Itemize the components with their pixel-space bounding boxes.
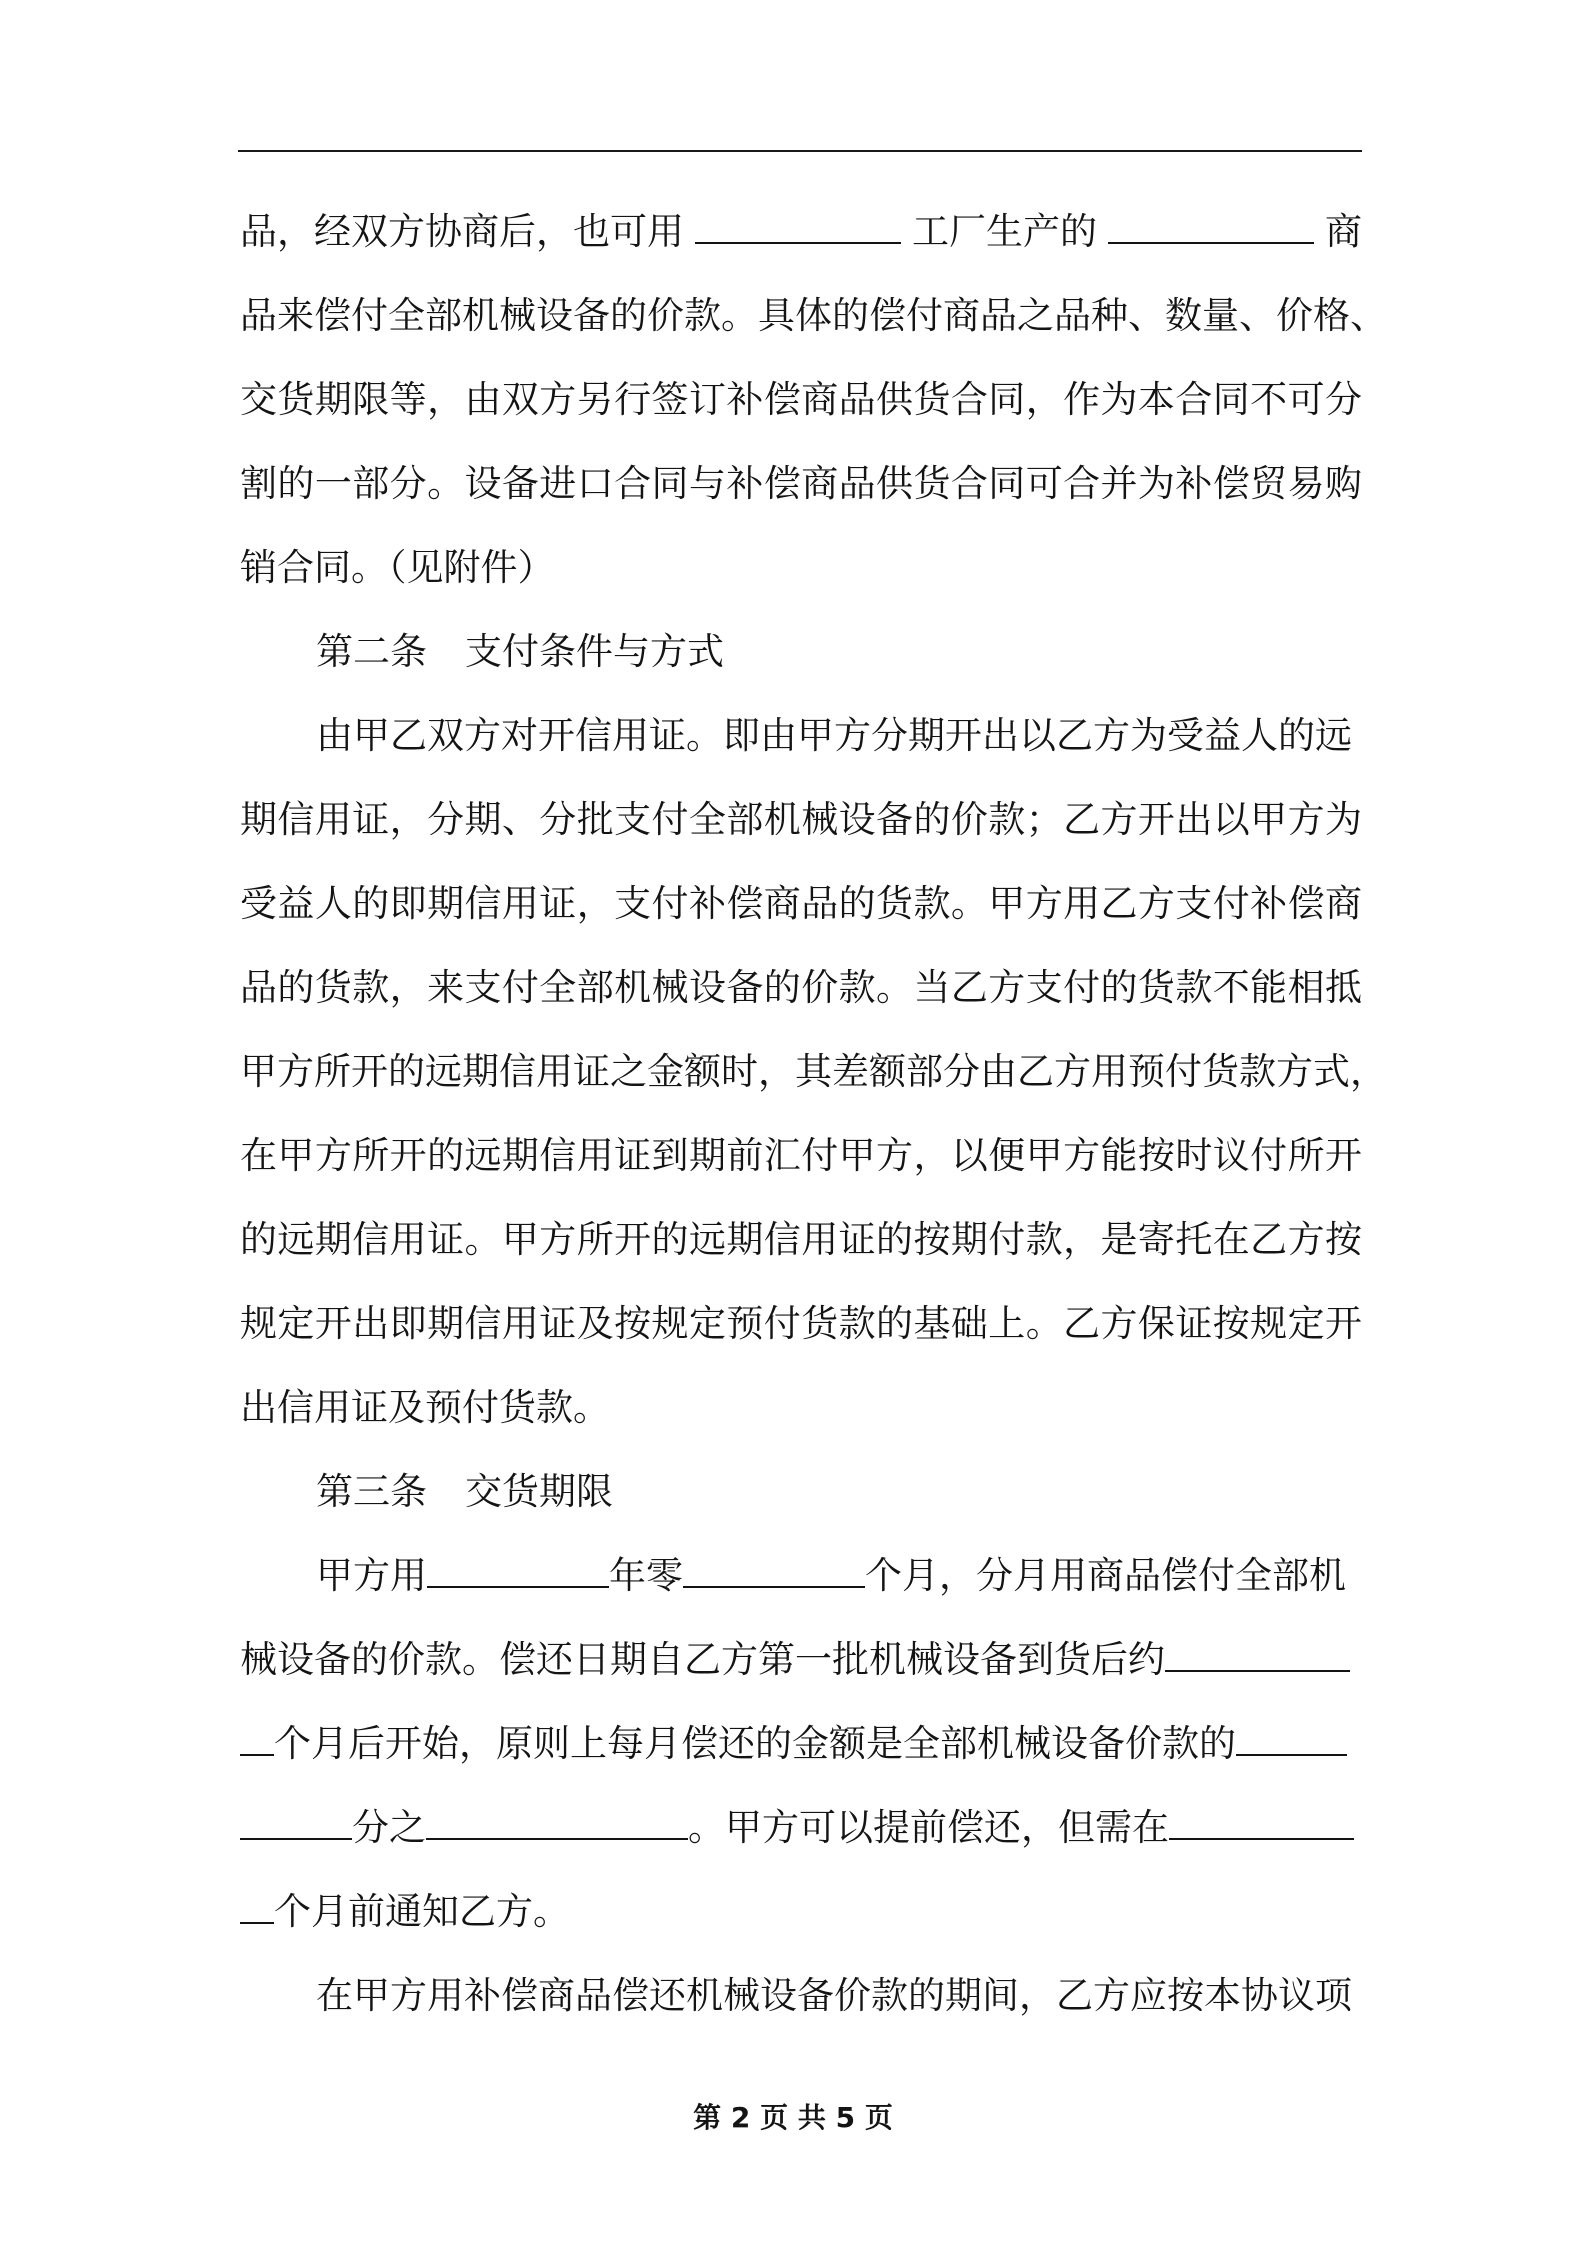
- text-segment: 个月前通知乙方。: [274, 1890, 570, 1933]
- text-segment: 割的一部分。设备进口合同与补偿商品供货合同可合并为补偿贸易购: [240, 462, 1363, 505]
- text-segment: 出信用证及预付货款。: [240, 1386, 610, 1429]
- paragraph-line: [240, 190, 1362, 274]
- paragraph-line: [240, 1030, 1387, 1114]
- text-segment: 分之: [352, 1806, 426, 1849]
- text-segment: 。甲方可以提前偿还，但需在: [688, 1806, 1169, 1849]
- text-segment: 由甲乙双方对开信用证。即由甲方分期开出以乙方为受益人的远: [316, 714, 1352, 757]
- text-segment: 在甲方用补偿商品偿还机械设备价款的期间，乙方应按本协议项: [316, 1974, 1352, 2017]
- fill-in-blank[interactable]: [240, 1804, 352, 1840]
- article-number: 第二条: [316, 630, 427, 673]
- paragraph-line: [240, 778, 1362, 862]
- text-segment: 规定开出即期信用证及按规定预付货款的基础上。乙方保证按规定开: [240, 1302, 1363, 1345]
- page-number-footer: 第 2 页 共 5 页: [693, 2101, 893, 2134]
- paragraph-line: [240, 1114, 1362, 1198]
- text-segment: 品，经双方协商后，也可用: [240, 210, 684, 253]
- fill-in-blank[interactable]: [1165, 1636, 1350, 1672]
- text-segment: 在甲方所开的远期信用证到期前汇付甲方，以便甲方能按时议付所开: [240, 1134, 1363, 1177]
- text-segment: 期信用证，分期、分批支付全部机械设备的价款；乙方开出以甲方为: [240, 798, 1363, 841]
- fill-in-blank[interactable]: [683, 1552, 865, 1588]
- text-segment: 年零: [609, 1554, 683, 1597]
- text-segment: 甲方所开的远期信用证之金额时，其差额部分由乙方用预付货款方式，: [240, 1050, 1387, 1093]
- document-body: [240, 190, 1387, 2038]
- text-segment: 甲方用: [316, 1554, 427, 1597]
- text-segment: 械设备的价款。偿还日期自乙方第一批机械设备到货后约: [240, 1638, 1165, 1681]
- fill-in-blank[interactable]: [1108, 208, 1314, 244]
- paragraph-line: [240, 1954, 1362, 2038]
- paragraph-line: [240, 1786, 1362, 1870]
- fill-in-blank[interactable]: [240, 1888, 274, 1924]
- paragraph-line: [240, 694, 1362, 778]
- text-segment: 销合同。（见附件）: [240, 546, 555, 589]
- text-segment: 交货期限等，由双方另行签订补偿商品供货合同，作为本合同不可分: [240, 378, 1363, 421]
- paragraph-line: [240, 1198, 1362, 1282]
- header-rule: [238, 150, 1362, 152]
- article-heading: [240, 610, 1362, 694]
- fill-in-blank[interactable]: [426, 1804, 688, 1840]
- text-segment: 的远期信用证。甲方所开的远期信用证的按期付款，是寄托在乙方按: [240, 1218, 1363, 1261]
- fill-in-blank[interactable]: [695, 208, 901, 244]
- paragraph-line: [240, 1282, 1362, 1366]
- article-heading: [240, 1450, 1362, 1534]
- text-segment: 受益人的即期信用证，支付补偿商品的货款。甲方用乙方支付补偿商: [240, 882, 1363, 925]
- paragraph-line: [240, 1870, 1362, 1954]
- paragraph-line: [240, 442, 1362, 526]
- article-title: 交货期限: [465, 1470, 613, 1513]
- fill-in-blank[interactable]: [427, 1552, 609, 1588]
- text-segment: 个月后开始，原则上每月偿还的金额是全部机械设备价款的: [274, 1722, 1236, 1765]
- fill-in-blank[interactable]: [1236, 1720, 1347, 1756]
- paragraph-line: [240, 1702, 1362, 1786]
- paragraph-line: [240, 862, 1362, 946]
- fill-in-blank[interactable]: [240, 1720, 274, 1756]
- text-segment: 品来偿付全部机械设备的价款。具体的偿付商品之品种、数量、价格、: [240, 294, 1387, 337]
- text-segment: 工厂生产的: [912, 210, 1097, 253]
- text-segment: 品的货款，来支付全部机械设备的价款。当乙方支付的货款不能相抵: [240, 966, 1363, 1009]
- paragraph-line: [240, 946, 1362, 1030]
- paragraph-line: [240, 1366, 1362, 1450]
- paragraph-line: [240, 358, 1362, 442]
- article-title: 支付条件与方式: [465, 630, 724, 673]
- text-segment: 商: [1325, 210, 1362, 253]
- text-segment: 个月，分月用商品偿付全部机: [865, 1554, 1346, 1597]
- article-number: 第三条: [316, 1470, 427, 1513]
- paragraph-line: [240, 1618, 1362, 1702]
- paragraph-line: [240, 1534, 1362, 1618]
- fill-in-blank[interactable]: [1169, 1804, 1354, 1840]
- paragraph-line: [240, 526, 1362, 610]
- paragraph-line: [240, 274, 1387, 358]
